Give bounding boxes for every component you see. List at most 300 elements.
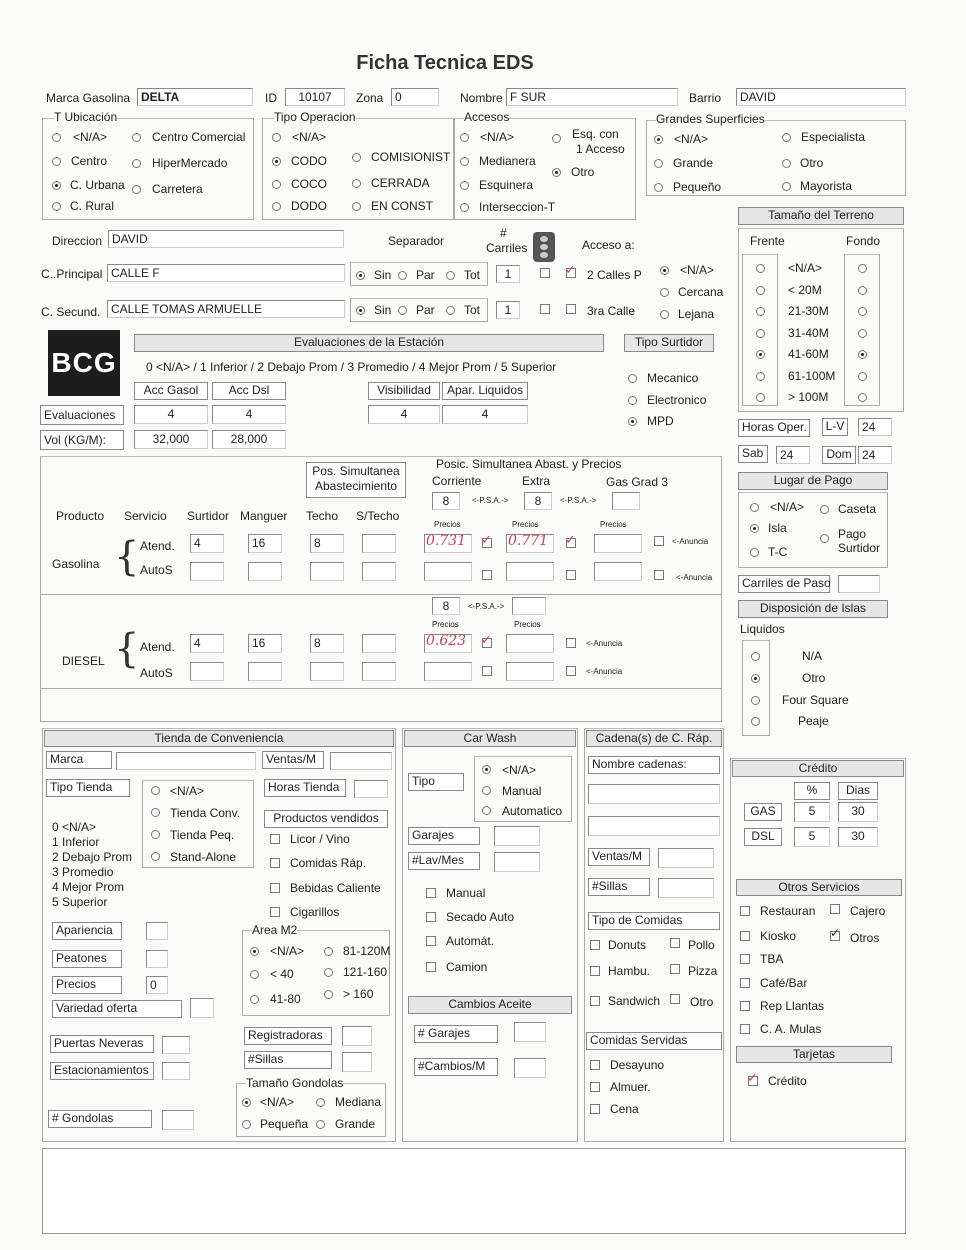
acc-esquinera-radio[interactable]	[460, 181, 469, 190]
serv-cena-checkbox[interactable]	[590, 1104, 600, 1114]
islas-header: Disposición de Islas	[738, 600, 888, 618]
ubicacion-na-radio[interactable]	[52, 133, 61, 142]
cw-automat-label: Automát.	[446, 934, 495, 948]
sep-p-par-radio[interactable]	[398, 271, 407, 280]
estac-label: Estacionamientos	[50, 1062, 154, 1080]
pago-tc-radio[interactable]	[750, 548, 759, 557]
variedad-field[interactable]	[190, 998, 214, 1018]
pos-gas3-field[interactable]	[612, 492, 640, 510]
psa-label: <-P.S.A.->	[472, 496, 509, 505]
fondo-radio[interactable]	[858, 372, 867, 381]
g-atend-stecho-field[interactable]	[362, 534, 396, 553]
acc-gasol-field[interactable]: 4	[134, 405, 208, 424]
cadena-nombre2-field[interactable]	[588, 816, 720, 836]
os-cajero-checkbox[interactable]	[830, 904, 840, 914]
d-autos-checkbox[interactable]	[482, 666, 492, 676]
fondo-radio[interactable]	[858, 264, 867, 273]
os-restauran-checkbox[interactable]	[740, 906, 750, 916]
area-41-label: 41-80	[270, 992, 301, 1006]
vol-dsl-field[interactable]: 28,000	[212, 430, 286, 449]
cw-auto-radio[interactable]	[482, 806, 491, 815]
d-atend-surt-field[interactable]: 4	[190, 634, 224, 653]
carwash-header: Car Wash	[404, 730, 576, 747]
id-field[interactable]: 10107	[285, 88, 345, 106]
separador-label: Separador	[388, 234, 445, 248]
notes-textarea[interactable]	[42, 1148, 906, 1234]
pago-isla-label: Isla	[768, 521, 787, 535]
sep-sin-label: Sin	[374, 268, 392, 282]
acc-esq-radio[interactable]	[552, 134, 561, 143]
cw-secado-label: Secado Auto	[446, 910, 515, 924]
acc-a-lejana-radio[interactable]	[660, 310, 669, 319]
precio-corriente: 0.731	[426, 533, 467, 549]
surt-electronico-radio[interactable]	[628, 396, 637, 405]
gs-na-radio[interactable]	[654, 135, 663, 144]
acc-interseccion-radio[interactable]	[460, 203, 469, 212]
prod-cigarillos-label: Cigarillos	[290, 905, 340, 919]
check-mark-icon: ✓	[481, 532, 492, 547]
fondo-radio[interactable]	[858, 329, 867, 338]
gs-mayorista-radio[interactable]	[782, 182, 791, 191]
g-autos-techo-field[interactable]	[310, 562, 344, 581]
terreno-row-label: <N/A>	[788, 261, 823, 275]
os-otros-label: Otros	[850, 931, 880, 945]
check-mark-icon: ✓	[830, 926, 841, 940]
sab-field[interactable]: 24	[776, 446, 810, 464]
cambios-label: #Cambios/M	[414, 1058, 498, 1076]
g-gas3-anuncia-checkbox[interactable]	[654, 536, 664, 546]
lv-field[interactable]: 24	[858, 418, 892, 436]
registradoras-field[interactable]	[342, 1026, 372, 1046]
g-atend-mang-field[interactable]: 16	[248, 534, 282, 553]
surtidor-col: Surtidor	[187, 509, 230, 523]
os-kiosko-checkbox[interactable]	[740, 931, 750, 941]
frente-radio[interactable]	[756, 307, 765, 316]
carriles-paso-label: Carriles de Paso	[738, 575, 830, 593]
d-atend-techo-field[interactable]: 8	[310, 634, 344, 653]
psa-label: <-P.S.A.->	[560, 496, 597, 505]
prod-bebidas-label: Bebidas Caliente	[290, 881, 381, 895]
op-codo-radio[interactable]	[272, 157, 281, 166]
comida-donuts-checkbox[interactable]	[590, 940, 600, 950]
prod-licor-label: Licor / Vino	[290, 832, 350, 846]
gond-grande-label: Grande	[335, 1117, 376, 1131]
area-na-radio[interactable]	[250, 947, 259, 956]
tienda-sillas-field[interactable]	[342, 1052, 372, 1072]
marca-field[interactable]: DELTA	[137, 88, 253, 106]
islas-peaje-label: Peaje	[798, 714, 829, 728]
cadena-nombre-field[interactable]	[588, 784, 720, 804]
precios-label: Precios	[432, 620, 459, 629]
d-autos-stecho-field[interactable]	[362, 662, 396, 681]
cw-manual-radio[interactable]	[482, 786, 491, 795]
carriles-label: Carriles	[486, 241, 528, 255]
autos-label: AutoS	[140, 563, 173, 577]
apar-label: Apar. Liquidos	[442, 382, 528, 400]
anuncia-label: <-Anuncia	[586, 667, 623, 676]
ubicacion-cc-label: Centro Comercial	[152, 130, 246, 144]
comida-hambu-checkbox[interactable]	[590, 966, 600, 976]
frente-radio[interactable]	[756, 372, 765, 381]
bcg-logo: BCG	[48, 330, 120, 396]
carriles-hash: #	[500, 226, 507, 240]
area-40-radio[interactable]	[250, 970, 259, 979]
op-enconst-label: EN CONST	[371, 199, 434, 213]
gs-grande-radio[interactable]	[654, 159, 663, 168]
acc-interseccion-label: Interseccion-T	[479, 200, 556, 214]
acc-na-label: <N/A>	[480, 130, 515, 144]
direccion-field[interactable]: DAVID	[108, 230, 344, 248]
dias-label: Dias	[838, 782, 878, 800]
cadena-sillas-field[interactable]	[658, 878, 714, 898]
g-autos-mang-field[interactable]	[248, 562, 282, 581]
garajes-label: Garajes	[408, 827, 480, 845]
frente-radio[interactable]	[756, 264, 765, 273]
productos-vendidos-label: Productos vendidos	[264, 810, 388, 828]
precios-tienda-field[interactable]: 0	[146, 976, 168, 994]
os-llantas-label: Rep Llantas	[760, 999, 825, 1013]
prod-licor-checkbox[interactable]	[270, 834, 280, 844]
ubicacion-hiper-radio[interactable]	[132, 159, 141, 168]
d-anuncia2-checkbox[interactable]	[566, 638, 576, 648]
tt-peq-label: Tienda Peq.	[170, 828, 235, 842]
frente-radio[interactable]	[756, 350, 765, 359]
tarjeta-credito-label: Crédito	[768, 1074, 807, 1088]
vol-gasol-field[interactable]: 32,000	[134, 430, 208, 449]
precio-diesel: 0.623	[426, 633, 467, 649]
techo-col: Techo	[306, 509, 339, 523]
page-title: Ficha Tecnica EDS	[356, 52, 534, 74]
surt-mpd-radio[interactable]	[628, 417, 637, 426]
acc-a-cercana-radio[interactable]	[660, 288, 669, 297]
lav-label: #Lav/Mes	[408, 852, 480, 870]
ubicacion-rural-label: C. Rural	[70, 199, 115, 213]
apar-field[interactable]: 4	[442, 405, 528, 424]
frente-radio[interactable]	[756, 329, 765, 338]
islas-otro-radio[interactable]	[751, 674, 760, 683]
d-autos-techo-field[interactable]	[310, 662, 344, 681]
area-121-radio[interactable]	[324, 968, 333, 977]
brace-icon: {	[114, 534, 140, 580]
pos-corriente-field[interactable]: 8	[432, 492, 460, 510]
serv-almuer-checkbox[interactable]	[590, 1082, 600, 1092]
os-cajero-label: Cajero	[850, 904, 886, 918]
pago-na-radio[interactable]	[750, 503, 759, 512]
cw-manual-checkbox[interactable]	[426, 888, 436, 898]
secund-light-checkbox[interactable]	[540, 304, 550, 314]
op-enconst-radio[interactable]	[352, 202, 361, 211]
g-autos-gas3-checkbox[interactable]	[654, 570, 664, 580]
cadena-sillas-label: #Sillas	[588, 878, 650, 896]
frente-radio[interactable]	[756, 286, 765, 295]
acc-a-na-label: <N/A>	[680, 263, 715, 277]
sep-s-par-radio[interactable]	[398, 306, 407, 315]
gs-especialista-label: Especialista	[801, 130, 866, 144]
garajes-field[interactable]	[494, 826, 540, 846]
comida-pollo-checkbox[interactable]	[670, 938, 680, 948]
cadena-nombre-label: Nombre cadenas:	[588, 756, 720, 774]
ubicacion-carretera-label: Carretera	[152, 182, 203, 196]
cw-na-radio[interactable]	[482, 765, 491, 774]
op-coco-radio[interactable]	[272, 180, 281, 189]
lv-label: L-V	[822, 418, 848, 436]
dsl-label: DSL	[744, 828, 782, 846]
principal-field[interactable]: CALLE F	[107, 264, 345, 282]
tarjetas-header: Tarjetas	[736, 1046, 892, 1063]
g-autos-stecho-field[interactable]	[362, 562, 396, 581]
cw-camion-label: Camion	[446, 960, 488, 974]
os-llantas-checkbox[interactable]	[740, 1001, 750, 1011]
tt-peq-radio[interactable]	[151, 830, 160, 839]
tienda-ventas-field[interactable]	[330, 752, 392, 770]
sep-s-tot-radio[interactable]	[446, 306, 455, 315]
visibilidad-field[interactable]: 4	[368, 405, 440, 424]
cw-auto-label: Automatico	[502, 804, 563, 818]
d-autos-precio2-field[interactable]	[506, 662, 554, 681]
acc-dsl-field[interactable]: 4	[212, 405, 286, 424]
d-atend-stecho-field[interactable]	[362, 634, 396, 653]
islas-peaje-radio[interactable]	[751, 717, 760, 726]
gasolina-label: Gasolina	[52, 557, 100, 571]
ubicacion-urbana-radio[interactable]	[52, 181, 61, 190]
cambios-field[interactable]	[514, 1058, 546, 1078]
fondo-radio[interactable]	[858, 350, 867, 359]
prod-bebidas-checkbox[interactable]	[270, 883, 280, 893]
d-precio2-field[interactable]	[506, 634, 554, 653]
principal-label: C..Principal	[41, 267, 103, 281]
os-kiosko-label: Kiosko	[760, 929, 797, 943]
fondo-radio[interactable]	[858, 286, 867, 295]
ubicacion-centro-radio[interactable]	[52, 157, 61, 166]
lav-field[interactable]	[494, 852, 540, 872]
g-atend-techo-field[interactable]: 8	[310, 534, 344, 553]
prod-cigarillos-checkbox[interactable]	[270, 907, 280, 917]
sep-p-tot-radio[interactable]	[446, 271, 455, 280]
gond-grande-radio[interactable]	[316, 1120, 325, 1129]
d-autos-surt-field[interactable]	[190, 662, 224, 681]
carriles-paso-field[interactable]	[838, 575, 880, 593]
islas-na-radio[interactable]	[751, 652, 760, 661]
ubicacion-urbana-label: C. Urbana	[70, 178, 125, 192]
pago-na-label: <N/A>	[770, 500, 805, 514]
area-41-radio[interactable]	[250, 995, 259, 1004]
peatones-field[interactable]	[146, 950, 168, 968]
gs-grande-label: Grande	[673, 156, 714, 170]
terreno-row-label: > 100M	[788, 390, 829, 404]
tienda-header: Tienda de Conveniencia	[44, 730, 394, 747]
estac-field[interactable]	[162, 1062, 190, 1080]
op-dodo-label: DODO	[291, 199, 327, 213]
fondo-radio[interactable]	[858, 393, 867, 402]
tt-conv-label: Tienda Conv.	[170, 806, 241, 820]
pos-diesel-field[interactable]: 8	[432, 597, 460, 615]
comida-pizza-checkbox[interactable]	[670, 964, 680, 974]
ubicacion-cc-radio[interactable]	[132, 133, 141, 142]
barrio-label: Barrio	[689, 91, 722, 105]
op-coco-label: COCO	[291, 177, 327, 191]
gondolas-title: Tamaño Gondolas	[246, 1076, 344, 1090]
d-autos-precio-field[interactable]	[424, 662, 472, 681]
secund-label: C. Secund.	[41, 305, 101, 319]
pago-surtidor-radio[interactable]	[820, 534, 829, 543]
g-autos-corr-field[interactable]	[424, 562, 472, 581]
gond-mediana-radio[interactable]	[316, 1098, 325, 1107]
sep-s-sin-radio[interactable]	[356, 306, 365, 315]
apariencia-label: Apariencia	[52, 922, 122, 940]
check-mark-icon: ✓	[747, 1070, 758, 1085]
op-na-label: <N/A>	[292, 130, 327, 144]
scale-item: 1 Inferior	[52, 835, 100, 849]
cw-camion-checkbox[interactable]	[426, 962, 436, 972]
gs-na-label: <N/A>	[674, 132, 709, 146]
g-atend-surt-field[interactable]: 4	[190, 534, 224, 553]
g-autos-corr-checkbox[interactable]	[482, 570, 492, 580]
traffic-light-dot-icon	[540, 244, 548, 250]
os-mulas-checkbox[interactable]	[740, 1024, 750, 1034]
d-autos-mang-field[interactable]	[248, 662, 282, 681]
traffic-light-dot-icon	[540, 236, 548, 242]
tt-conv-radio[interactable]	[151, 808, 160, 817]
secund-field[interactable]: CALLE TOMAS ARMUELLE	[107, 300, 345, 318]
op-cerrada-radio[interactable]	[352, 179, 361, 188]
stecho-col: S/Techo	[356, 509, 400, 523]
g-autos-surt-field[interactable]	[190, 562, 224, 581]
cw-secado-checkbox[interactable]	[426, 912, 436, 922]
dsl-dias-field[interactable]: 30	[838, 827, 878, 847]
carriles-secund-field[interactable]: 1	[496, 301, 520, 319]
nombre-field[interactable]: F SUR	[506, 88, 678, 106]
surtidor-header: Tipo Surtidor	[624, 334, 714, 352]
tercera-calle-checkbox[interactable]	[566, 304, 576, 314]
os-tba-checkbox[interactable]	[740, 954, 750, 964]
fondo-label: Fondo	[846, 234, 881, 248]
pos-extra-field[interactable]: 8	[524, 492, 552, 510]
op-comisionist-radio[interactable]	[352, 153, 361, 162]
d-autos2-checkbox[interactable]	[566, 666, 576, 676]
op-comisionist-label: COMISIONIST	[371, 150, 451, 164]
area-81-radio[interactable]	[324, 947, 333, 956]
area-title: Area M2	[252, 923, 298, 937]
gas3-label: Gas Grad 3	[606, 475, 669, 489]
ubicacion-hiper-label: HiperMercado	[152, 156, 228, 170]
acc-a-na-radio[interactable]	[660, 266, 669, 275]
tt-stand-radio[interactable]	[151, 852, 160, 861]
surt-electronico-label: Electronico	[647, 393, 707, 407]
sep-p-sin-radio[interactable]	[356, 271, 365, 280]
pago-caseta-radio[interactable]	[820, 505, 829, 514]
tt-na-label: <N/A>	[170, 784, 205, 798]
id-label: ID	[265, 91, 277, 105]
otros-header: Otros Servicios	[736, 879, 902, 896]
zona-field[interactable]: 0	[391, 88, 439, 106]
os-tba-label: TBA	[760, 952, 784, 966]
islas-otro-label: Otro	[802, 671, 826, 685]
op-dodo-radio[interactable]	[272, 202, 281, 211]
horas-tienda-field[interactable]	[354, 780, 388, 798]
pos-diesel2-field[interactable]	[512, 597, 546, 615]
anuncia-label: <-Anuncia	[672, 537, 709, 546]
corriente-label: Corriente	[432, 474, 482, 488]
surt-mecanico-radio[interactable]	[628, 374, 637, 383]
principal-light-checkbox[interactable]	[540, 268, 550, 278]
zona-label: Zona	[356, 91, 384, 105]
manguer-col: Manguer	[240, 509, 288, 523]
ubicacion-carretera-radio[interactable]	[132, 185, 141, 194]
dos-calles-label: 2 Calles P	[587, 268, 642, 282]
sep-sin-label: Sin	[374, 303, 392, 317]
gs-otro-radio[interactable]	[782, 159, 791, 168]
ubicacion-rural-radio[interactable]	[52, 202, 61, 211]
comida-otro-checkbox[interactable]	[670, 994, 680, 1004]
dsl-pct-field[interactable]: 5	[794, 827, 830, 847]
frente-radio[interactable]	[756, 393, 765, 402]
acc-esq-label: Esq. con	[572, 127, 619, 141]
tipo-op-title: Tipo Operacion	[274, 110, 356, 124]
puertas-field[interactable]	[162, 1036, 190, 1054]
comida-sandwich-checkbox[interactable]	[590, 996, 600, 1006]
tienda-marca-field[interactable]	[116, 752, 256, 770]
tt-na-radio[interactable]	[151, 786, 160, 795]
gondolas-count-field[interactable]	[162, 1110, 194, 1130]
horas-oper-label: Horas Oper.	[738, 419, 810, 437]
g-autos-ext-field[interactable]	[506, 562, 554, 581]
islas-four-radio[interactable]	[751, 696, 760, 705]
acc-na-radio[interactable]	[460, 133, 469, 142]
prod-comidas-label: Comidas Ráp.	[290, 856, 367, 870]
anuncia-label: <-Anuncia	[676, 573, 713, 582]
acc-otro-radio[interactable]	[552, 168, 561, 177]
cadena-ventas-field[interactable]	[658, 848, 714, 868]
fondo-radio[interactable]	[858, 307, 867, 316]
terreno-row-label: < 20M	[788, 282, 822, 297]
pago-isla-radio[interactable]	[750, 524, 759, 533]
serv-desayuno-checkbox[interactable]	[590, 1060, 600, 1070]
gs-especialista-radio[interactable]	[782, 133, 791, 142]
d-atend-mang-field[interactable]: 16	[248, 634, 282, 653]
gas-dias-field[interactable]: 30	[838, 802, 878, 822]
barrio-field[interactable]: DAVID	[736, 88, 906, 106]
op-cerrada-label: CERRADA	[371, 176, 430, 190]
os-cafe-label: Café/Bar	[760, 976, 808, 990]
check-mark-icon: ✓	[565, 532, 576, 547]
op-codo-label: CODO	[291, 154, 327, 168]
area-160-radio[interactable]	[324, 990, 333, 999]
g-gas3-precio-field[interactable]	[594, 534, 642, 553]
nombre-label: Nombre	[460, 91, 503, 105]
carriles-principal-field[interactable]: 1	[496, 265, 520, 283]
acc-medianera-radio[interactable]	[460, 157, 469, 166]
cw-automat-checkbox[interactable]	[426, 936, 436, 946]
acc-esquinera-label: Esquinera	[479, 178, 534, 192]
aceite-garajes-field[interactable]	[514, 1022, 546, 1042]
dom-field[interactable]: 24	[858, 446, 892, 464]
gas-pct-field[interactable]: 5	[794, 802, 830, 822]
apariencia-field[interactable]	[146, 922, 168, 940]
anuncia-label: <-Anuncia	[586, 639, 623, 648]
area-160-label: > 160	[343, 987, 374, 1001]
g-autos-ext-checkbox[interactable]	[566, 570, 576, 580]
gs-pequeno-radio[interactable]	[654, 183, 663, 192]
op-na-radio[interactable]	[272, 133, 281, 142]
grandes-title: Grandes Superficies	[656, 112, 765, 126]
g-autos-gas3-field[interactable]	[594, 562, 642, 581]
gond-na-radio[interactable]	[242, 1098, 251, 1107]
prod-comidas-checkbox[interactable]	[270, 858, 280, 868]
autos-label: AutoS	[140, 666, 173, 680]
gond-pequena-radio[interactable]	[242, 1120, 251, 1129]
os-cafe-checkbox[interactable]	[740, 978, 750, 988]
gs-pequeno-label: Pequeño	[673, 180, 722, 194]
